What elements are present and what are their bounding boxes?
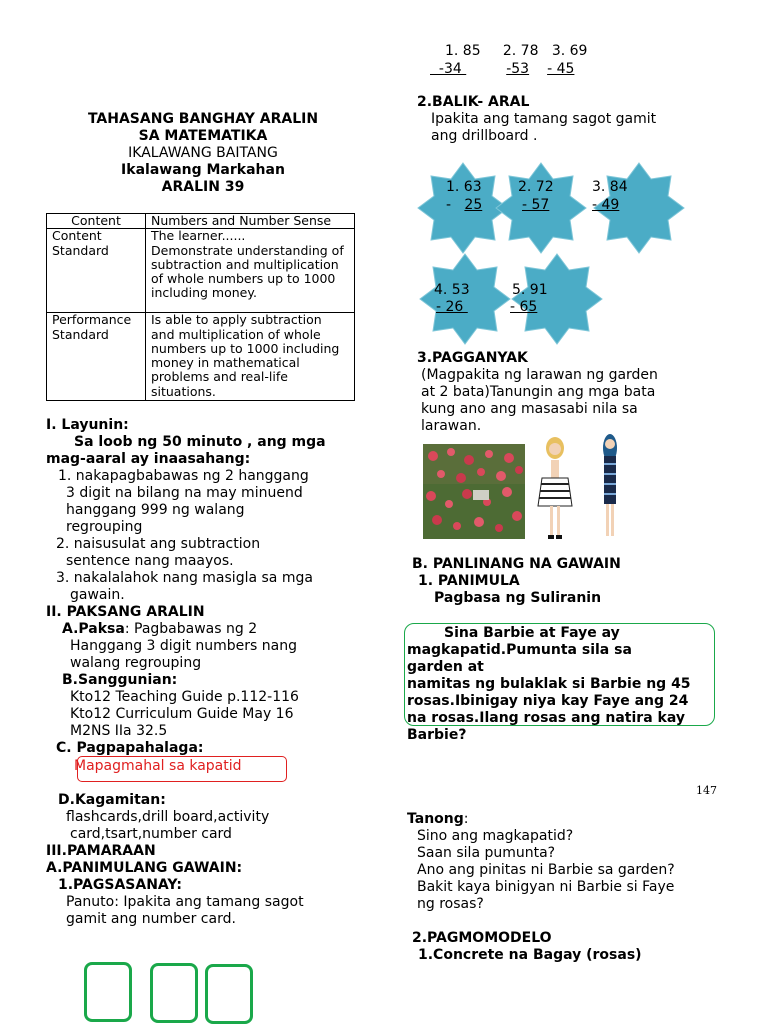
doll-image-faye: [598, 434, 622, 540]
title-line-4: Ikalawang Markahan: [121, 162, 285, 178]
tanong-question: Bakit kaya binigyan ni Barbie si Faye: [417, 879, 675, 895]
kagamitan-line: card,tsart,number card: [70, 826, 232, 842]
table-cell-performance-standard-label: Performance Standard: [47, 313, 146, 401]
number-card-box-1: [84, 962, 132, 1022]
drill-answer-1: -34: [430, 61, 467, 77]
table-cell-content-value: Numbers and Number Sense: [146, 214, 355, 229]
sanggunian-line: Kto12 Teaching Guide p.112-116: [70, 689, 299, 705]
star-4-top: 4. 53: [434, 282, 470, 298]
title-line-5: ARALIN 39: [161, 179, 245, 195]
layunin-item: 1. nakapagbabawas ng 2 hanggang: [58, 468, 309, 484]
sanggunian-line: Kto12 Curriculum Guide May 16: [70, 706, 294, 722]
layunin-item: 3 digit na bilang na may minuend: [66, 485, 303, 501]
layunin-intro-2: mag-aaral ay inaasahang:: [46, 451, 251, 467]
sanggunian-label: B.Sanggunian:: [62, 672, 178, 688]
star-1-bottom: 25: [464, 197, 483, 213]
pagganyak-line: larawan.: [421, 418, 482, 434]
pamaraan-heading: III.PAMARAAN: [46, 843, 156, 859]
star-card-2: [494, 161, 588, 255]
star-2-top: 2. 72: [518, 179, 554, 195]
star-1-top: 1. 63: [446, 179, 482, 195]
star-3-bottom: - 49: [592, 197, 620, 213]
word-problem-line: rosas.Ibinigay niya kay Faye ang 24: [407, 693, 689, 709]
tanong-question: ng rosas?: [417, 896, 484, 912]
layunin-item: 3. nakalalahok nang masigla sa mga: [56, 570, 313, 586]
layunin-heading: I. Layunin:: [46, 417, 129, 433]
table-cell-content-standard-label: Content Standard: [47, 229, 146, 313]
title-line-3: IKALAWANG BAITANG: [128, 145, 278, 161]
panimula-heading: 1. PANIMULA: [418, 573, 520, 589]
drill-answer-2: -53: [506, 61, 530, 77]
title-line-2: SA MATEMATIKA: [138, 128, 268, 144]
drill-problems-row-2: [430, 61, 574, 78]
panuto-line-2: gamit ang number card.: [66, 911, 236, 927]
word-problem-line: Barbie?: [407, 727, 467, 743]
tanong-colon: :: [463, 811, 469, 827]
star-card-4: [418, 252, 512, 346]
panlinang-heading: B. PANLINANG NA GAWAIN: [412, 556, 621, 572]
paksa-line: walang regrouping: [70, 655, 202, 671]
layunin-intro-1: Sa loob ng 50 minuto , ang mga: [74, 434, 326, 450]
balik-aral-heading: 2.BALIK- ARAL: [417, 94, 530, 110]
drill-answer-3: - 45: [547, 61, 575, 77]
word-problem-line: namitas ng bulaklak si Barbie ng 45: [407, 676, 691, 692]
word-problem-line: garden at: [407, 659, 484, 675]
number-card-box-2: [150, 963, 198, 1023]
kagamitan-label: D.Kagamitan:: [58, 792, 166, 808]
title-line-1: TAHASANG BANGHAY ARALIN: [87, 111, 319, 127]
sanggunian-line: M2NS IIa 32.5: [70, 723, 168, 739]
star-1-prefix: -: [446, 197, 465, 213]
pagbasa-heading: Pagbasa ng Suliranin: [434, 590, 602, 606]
pagpapahalaga-label: C. Pagpapahalaga:: [56, 740, 204, 756]
tanong-heading-row: [407, 811, 468, 828]
pagmomodelo-heading: 2.PAGMOMODELO: [412, 930, 552, 946]
star-card-3: [592, 161, 686, 255]
star-5-top: 5. 91: [512, 282, 548, 298]
table-cell-content-standard-value: The learner...... Demonstrate understanding of subtraction and multiplication of whole numbers up to 1000 including money.: [146, 229, 355, 313]
pagganyak-line: at 2 bata)Tanungin ang mga bata: [421, 384, 656, 400]
paksang-heading: II. PAKSANG ARALIN: [46, 604, 205, 620]
tanong-question: Saan sila pumunta?: [417, 845, 556, 861]
concrete-heading: 1.Concrete na Bagay (rosas): [418, 947, 642, 963]
panuto-line-1: Panuto: Ipakita ang tamang sagot: [66, 894, 304, 910]
word-problem-line: Sina Barbie at Faye ay: [444, 625, 620, 641]
pagpapahalaga-value: Mapagmahal sa kapatid: [74, 758, 242, 774]
tanong-question: Sino ang magkapatid?: [417, 828, 574, 844]
garden-image: [423, 444, 525, 539]
star-1-bottom-row: [446, 197, 482, 214]
word-problem-line: na rosas.Ilang rosas ang natira kay: [407, 710, 685, 726]
number-card-box-3: [205, 964, 253, 1024]
pagganyak-line: (Magpakita ng larawan ng garden: [421, 367, 658, 383]
paksa-line: Hanggang 3 digit numbers nang: [70, 638, 297, 654]
pagganyak-line: kung ano ang masasabi nila sa: [421, 401, 638, 417]
layunin-item: sentence nang maayos.: [66, 553, 234, 569]
star-4-bottom: - 26: [436, 299, 468, 315]
tanong-question: Ano ang pinitas ni Barbie sa garden?: [417, 862, 675, 878]
doll-image-barbie: [536, 436, 574, 540]
star-3-top: 3. 84: [592, 179, 628, 195]
star-card-5: [510, 252, 604, 346]
table-cell-content-label: Content: [47, 214, 146, 229]
standards-table: [46, 213, 355, 401]
star-2-bottom: - 57: [522, 197, 550, 213]
paksa-line: [62, 621, 257, 638]
layunin-item: gawain.: [70, 587, 125, 603]
balik-aral-line-1: Ipakita ang tamang sagot gamit: [431, 111, 657, 127]
paksa-label: A.Paksa: [62, 621, 125, 637]
page-number: 147: [696, 784, 717, 797]
balik-aral-line-2: ang drillboard .: [431, 128, 538, 144]
panimulang-gawain-heading: A.PANIMULANG GAWAIN:: [46, 860, 243, 876]
paksa-value: : Pagbabawas ng 2: [124, 621, 258, 637]
tanong-heading: Tanong: [407, 811, 464, 827]
word-problem-line: magkapatid.Pumunta sila sa: [407, 642, 632, 658]
drill-problems-row-1: 1. 85 2. 78 3. 69: [445, 43, 588, 59]
star-5-bottom: - 65: [510, 299, 538, 315]
layunin-item: 2. naisusulat ang subtraction: [56, 536, 261, 552]
table-cell-performance-standard-value: Is able to apply subtraction and multiplication of whole numbers up to 1000 including money in mathematical problems and real-life situations.: [146, 313, 355, 401]
pagsasanay-heading: 1.PAGSASANAY:: [58, 877, 182, 893]
pagganyak-heading: 3.PAGGANYAK: [417, 350, 528, 366]
layunin-item: regrouping: [66, 519, 143, 535]
layunin-item: hanggang 999 ng walang: [66, 502, 245, 518]
kagamitan-line: flashcards,drill board,activity: [66, 809, 270, 825]
